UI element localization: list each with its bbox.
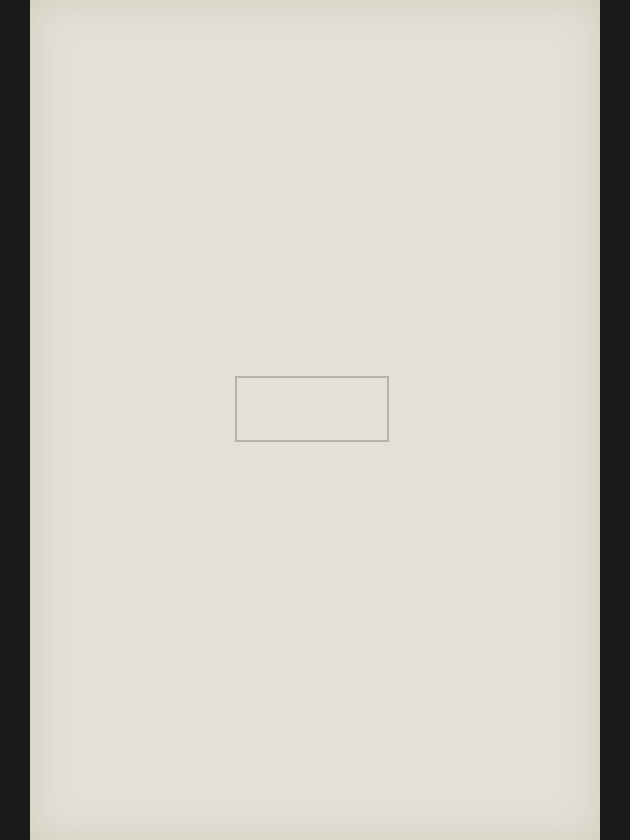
book-page — [30, 0, 600, 840]
watermark-logo — [235, 376, 389, 442]
